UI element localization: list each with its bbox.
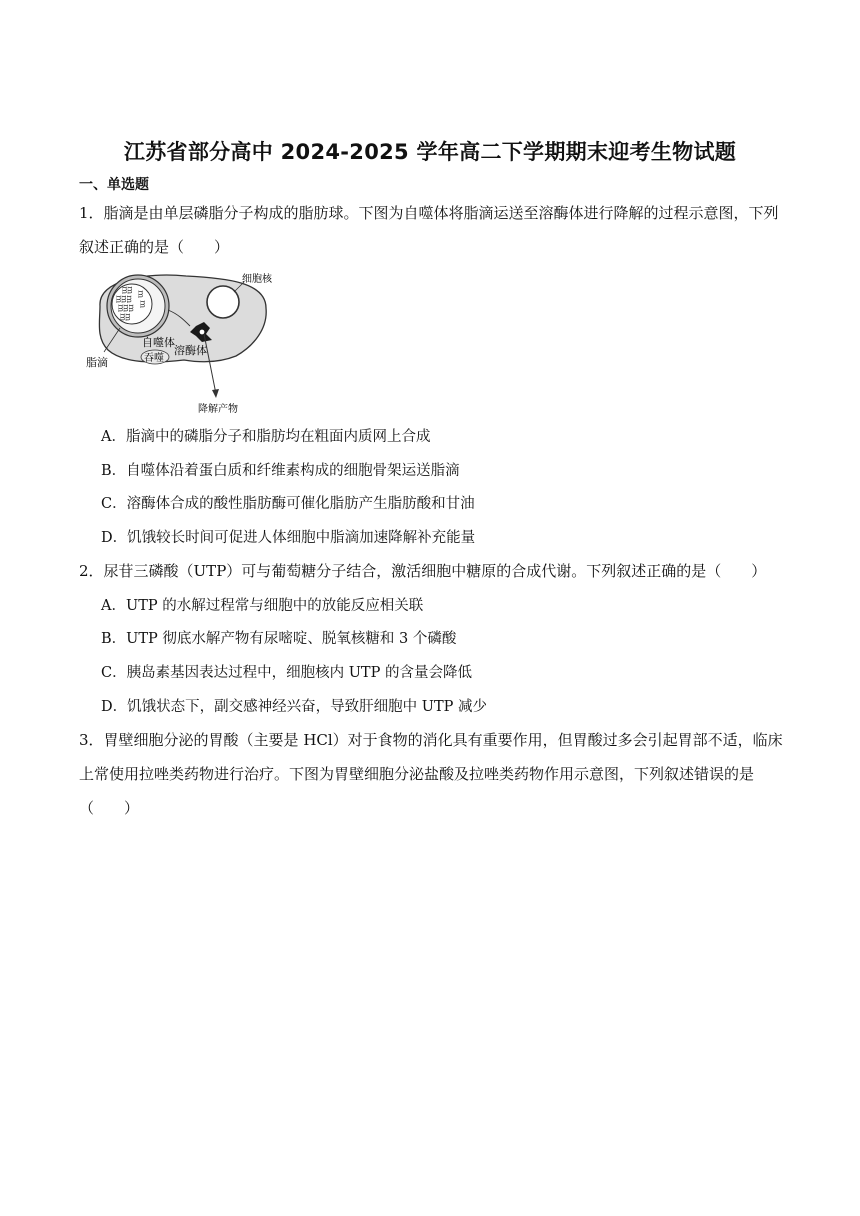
lysosome-label: 溶酶体: [174, 344, 207, 357]
autophagy-diagram: [86, 266, 286, 416]
phagocytosis-label: 吞噬: [144, 353, 164, 364]
lipid-droplet-label: 脂滴: [86, 356, 108, 369]
svg-text:ᴟᴟᴟ: ᴟᴟᴟ: [116, 294, 132, 303]
q2-option-c: C．胰岛素基因表达过程中，细胞核内 UTP 的含量会降低: [101, 665, 472, 681]
products-label: 降解产物: [198, 404, 238, 415]
question-3-stem: 3．胃壁细胞分泌的胃酸（主要是 HCl）对于食物的消化具有重要作用，但胃酸过多会引起胃部不适，临床上常使用拉唑类药物进行治疗。下图为胃壁细胞分泌盐酸及拉唑类药物作用示意图，下列叙述错误的是（ ）: [79, 731, 783, 817]
svg-text:ᴟ: ᴟ: [140, 299, 146, 308]
svg-text:ᴟᴟ: ᴟᴟ: [120, 312, 131, 321]
question-2-stem: 2．尿苷三磷酸（UTP）可与葡萄糖分子结合，激活细胞中糖原的合成代谢。下列叙述正确的是（ ）: [79, 562, 767, 580]
q1-option-d: D．饥饿较长时间可促进人体细胞中脂滴加速降解补充能量: [101, 530, 476, 546]
q2-option-b: B．UTP 彻底水解产物有尿嘧啶、脱氧核糖和 3 个磷酸: [101, 631, 457, 647]
section-heading: 一、单选题: [79, 177, 149, 193]
nucleus-label: 细胞核: [242, 274, 272, 285]
question-1-stem: 1．脂滴是由单层磷脂分子构成的脂肪球。下图为自噬体将脂滴运送至溶酶体进行降解的过程示意图，下列叙述正确的是（ ）: [79, 204, 779, 256]
q2-option-a: A．UTP 的水解过程常与细胞中的放能反应相关联: [101, 598, 424, 614]
q1-option-b: B．自噬体沿着蛋白质和纤维素构成的细胞骨架运送脂滴: [101, 463, 460, 479]
svg-text:ᴟᴟ: ᴟᴟ: [122, 285, 133, 294]
q1-option-a: A．脂滴中的磷脂分子和脂肪均在粗面内质网上合成: [101, 429, 431, 445]
q1-option-c: C．溶酶体合成的酸性脂肪酶可催化脂肪产生脂肪酸和甘油: [101, 496, 475, 512]
svg-text:ᴟ: ᴟ: [138, 289, 144, 298]
svg-text:ᴟᴟᴟ: ᴟᴟᴟ: [118, 303, 134, 312]
page-title: 江苏省部分高中 2024-2025 学年高二下学期期末迎考生物试题: [123, 140, 737, 164]
q2-option-d: D．饥饿状态下，副交感神经兴奋，导致肝细胞中 UTP 减少: [101, 699, 487, 715]
autophagosome-label: 自噬体: [142, 336, 175, 349]
nucleus: [207, 286, 239, 318]
